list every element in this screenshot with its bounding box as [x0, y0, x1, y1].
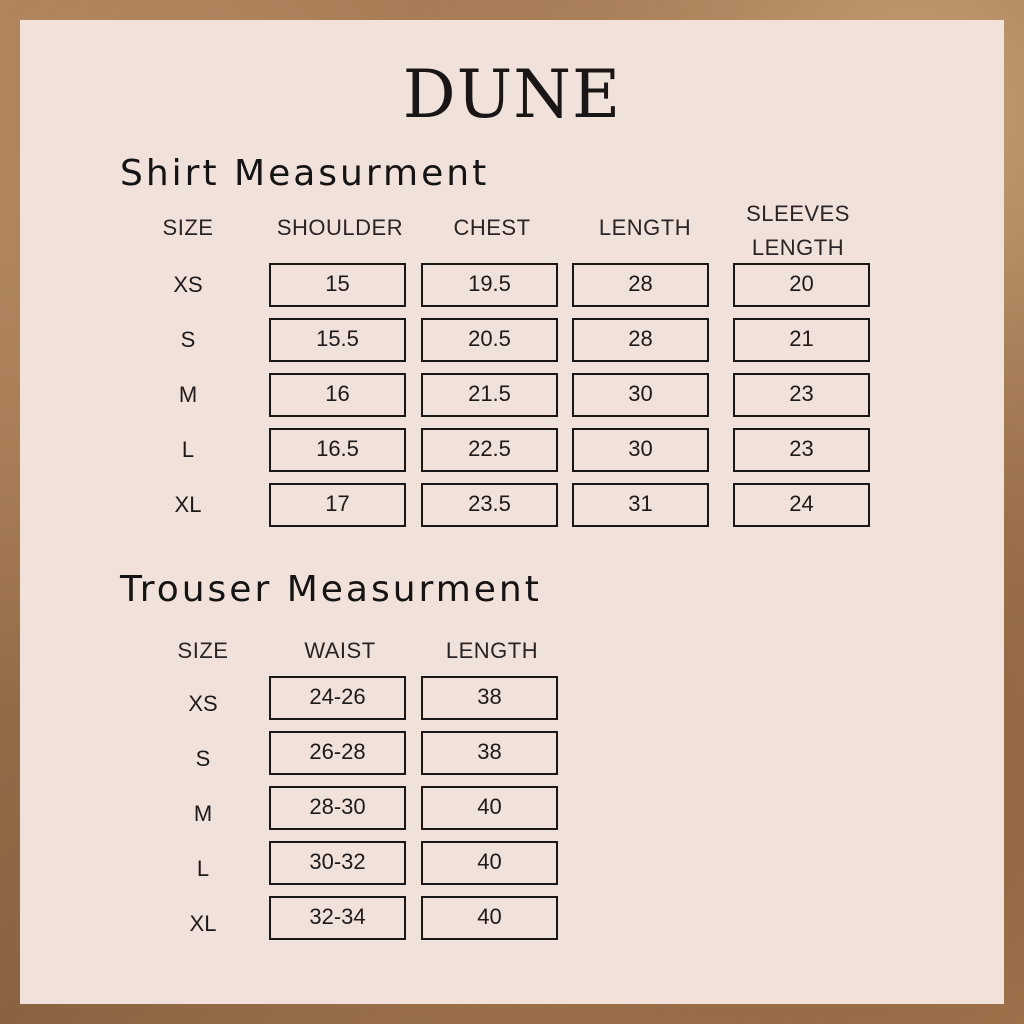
trouser-length-cell: 40 [421, 896, 558, 940]
brand-logo: DUNE [402, 56, 622, 133]
shirt-chest-cell: 22.5 [421, 428, 558, 472]
shirt-size-label: M [178, 382, 198, 407]
shirt-shoulder-cell: 15.5 [269, 318, 406, 362]
trouser-section-title: Trouser Measurment [120, 569, 542, 610]
trouser-waist-cell: 30-32 [269, 841, 406, 885]
shirt-sleeves-cell: 24 [733, 483, 870, 527]
trouser-size-label: M [193, 801, 213, 826]
trouser-header-size: SIZE [177, 638, 229, 663]
trouser-length-cell: 38 [421, 676, 558, 720]
shirt-chest-cell: 21.5 [421, 373, 558, 417]
trouser-header-waist: WAIST [304, 638, 376, 663]
shirt-shoulder-cell: 16.5 [269, 428, 406, 472]
trouser-size-label: S [195, 746, 211, 771]
shirt-size-label: XS [173, 272, 203, 297]
trouser-waist-cell: 24-26 [269, 676, 406, 720]
trouser-waist-cell: 32-34 [269, 896, 406, 940]
shirt-size-label: L [181, 437, 195, 462]
shirt-length-cell: 30 [572, 373, 709, 417]
trouser-length-cell: 40 [421, 786, 558, 830]
shirt-length-cell: 30 [572, 428, 709, 472]
shirt-header-size: SIZE [162, 215, 214, 240]
shirt-shoulder-cell: 15 [269, 263, 406, 307]
shirt-chest-cell: 23.5 [421, 483, 558, 527]
shirt-section-title: Shirt Measurment [120, 153, 490, 194]
trouser-size-label: L [196, 856, 210, 881]
shirt-sleeves-cell: 23 [733, 373, 870, 417]
shirt-size-label: S [180, 327, 196, 352]
shirt-sleeves-cell: 21 [733, 318, 870, 362]
shirt-length-cell: 31 [572, 483, 709, 527]
shirt-header-shoulder: SHOULDER [276, 215, 404, 240]
shirt-size-label: XL [174, 492, 202, 517]
shirt-shoulder-cell: 16 [269, 373, 406, 417]
size-chart-card [20, 20, 1004, 1004]
shirt-chest-cell: 19.5 [421, 263, 558, 307]
shirt-shoulder-cell: 17 [269, 483, 406, 527]
trouser-length-cell: 38 [421, 731, 558, 775]
shirt-header-sleeves-line2: LENGTH [751, 235, 845, 260]
shirt-header-length: LENGTH [598, 215, 692, 240]
trouser-header-length: LENGTH [445, 638, 539, 663]
shirt-sleeves-cell: 20 [733, 263, 870, 307]
shirt-chest-cell: 20.5 [421, 318, 558, 362]
shirt-sleeves-cell: 23 [733, 428, 870, 472]
trouser-waist-cell: 28-30 [269, 786, 406, 830]
trouser-size-label: XL [189, 911, 217, 936]
shirt-length-cell: 28 [572, 263, 709, 307]
trouser-size-label: XS [188, 691, 218, 716]
shirt-length-cell: 28 [572, 318, 709, 362]
trouser-waist-cell: 26-28 [269, 731, 406, 775]
shirt-header-chest: CHEST [453, 215, 531, 240]
trouser-length-cell: 40 [421, 841, 558, 885]
shirt-header-sleeves-line1: SLEEVES [746, 201, 850, 226]
